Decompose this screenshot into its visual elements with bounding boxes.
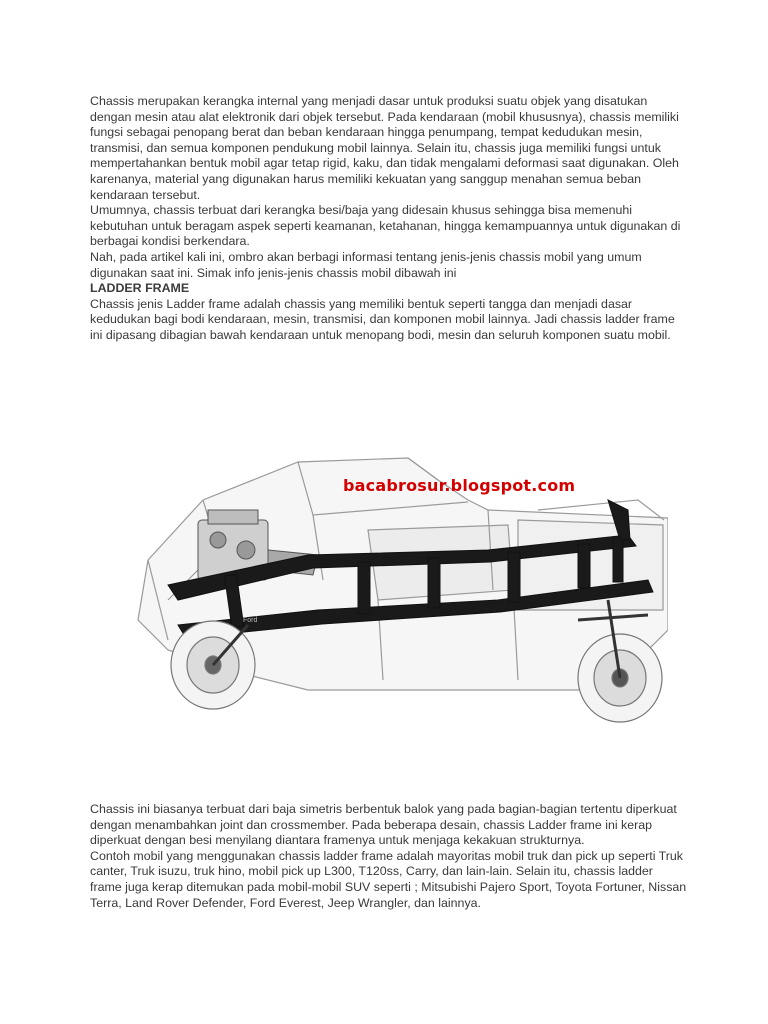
intro-paragraph-2: Umumnya, chassis terbuat dari kerangka besi/baja yang didesain khusus sehingga bisa memenuhi kebutuhan untuk beragam aspek seperti keamanan, ketahanan, hingga kemampuannya untuk digunakan di berbagai kondisi berkendara. xyxy=(90,203,681,249)
after-paragraph-2: Contoh mobil yang menggunakan chassis ladder frame adalah mayoritas mobil truk dan pick up seperti Truk canter, Truk isuzu, truk hino, mobil pick up L300, T120ss, Carry, dan lain-lain. Selain itu, chassis ladder frame juga kerap ditemukan pada mobil-mobil SUV seperti ; Mitsubishi Pajero Sport, Toyota Fortuner, Nissan Terra, Land Rover Defender, Ford Everest, Jeep Wrangler, dan lainnya. xyxy=(90,848,687,910)
section-heading: LADDER FRAME xyxy=(90,281,190,296)
frame-brand-label: Ford xyxy=(243,617,258,624)
intro-text-block xyxy=(90,94,688,344)
after-paragraph-1: Chassis ini biasanya terbuat dari baja simetris berbentuk balok yang pada bagian-bagian tertentu diperkuat dengan menambahkan joint dan crossmember. Pada beberapa desain, chassis Ladder frame ini kerap diperkuat dengan besi menyilang diantara framenya untuk menjaga kekakuan strukturnya. xyxy=(90,802,677,848)
section-paragraph-1: Chassis jenis Ladder frame adalah chassis yang memiliki bentuk seperti tangga dan menjadi dasar kedudukan bagi bodi kendaraan, mesin, transmisi, dan komponen mobil lainnya. Jadi chassis ladder frame ini dipasang dibagian bawah kendaraan untuk menopang bodi, mesin dan seluruh komponen suatu mobil. xyxy=(90,296,675,342)
after-text-block xyxy=(90,802,688,911)
intro-paragraph-1: Chassis merupakan kerangka internal yang menjadi dasar untuk produksi suatu objek yang disatukan dengan mesin atau alat elektronik dari objek tersebut. Pada kendaraan (mobil khususnya), chassis memiliki fungsi sebagai penopang berat dan beban kendaraan hingga penumpang, tempat kedudukan mesin, transmisi, dan semua komponen pendukung mobil lainnya. Selain itu, chassis juga memiliki fungsi untuk mempertahankan bentuk mobil agar tetap rigid, kaku, dan tidak mengalami deformasi saat digunakan. Oleh karenanya, material yang digunakan harus memiliki kekuatan yang sanggup menahan semua beban kendaraan tersebut. xyxy=(90,94,679,202)
watermark-text: bacabrosur.blogspot.com xyxy=(343,476,576,495)
intro-paragraph-3: Nah, pada artikel kali ini, ombro akan berbagi informasi tentang jenis-jenis chassis mobil yang umum digunakan saat ini. Simak info jenis-jenis chassis mobil dibawah ini xyxy=(90,249,642,280)
